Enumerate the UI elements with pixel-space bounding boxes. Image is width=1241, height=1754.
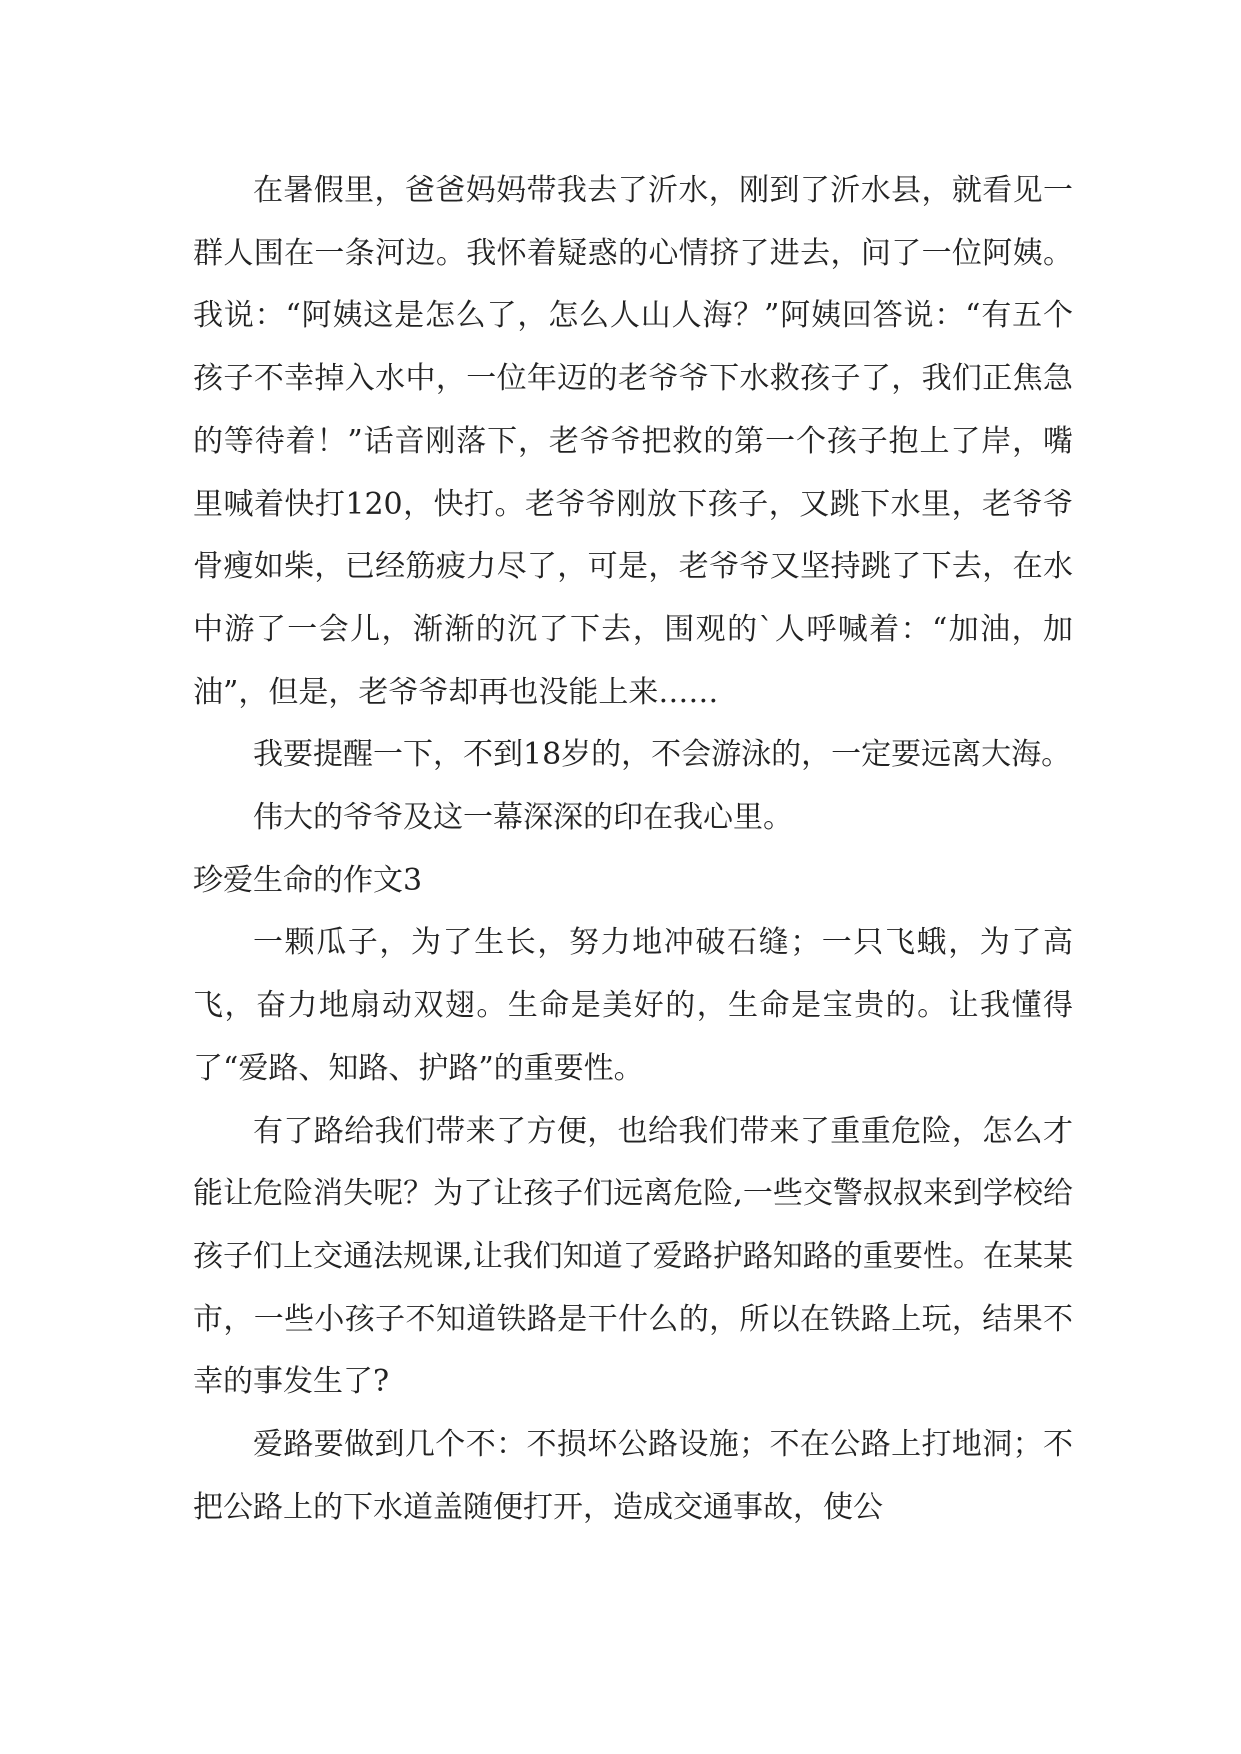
paragraph-road-danger: 有了路给我们带来了方便，也给我们带来了重重危险，怎么才能让危险消失呢？为了让孩子们远离危险,一些交警叔叔来到学校给孩子们上交通法规课,让我们知道了爱路护路知路的重要性。在某某市，一些小孩子不知道铁路是干什么的，所以在铁路上玩，结果不幸的事发生了? — [193, 1113, 1073, 1400]
paragraph-grandfather-memory: 伟大的爷爷及这一幕深深的印在我心里。 — [253, 800, 793, 836]
paragraph-rescue-story: 在暑假里，爸爸妈妈带我去了沂水，刚到了沂水县，就看见一群人围在一条河边。我怀着疑惑的心情挤了进去，问了一位阿姨。我说：“阿姨这是怎么了，怎么人山人海？”阿姨回答说：“有五个孩子不幸掉入水中，一位年迈的老爷爷下水救孩子了，我们正焦急的等待着！”话音刚落下，老爷爷把救的第一个孩子抱上了岸，嘴里喊着快打120，快打。老爷爷刚放下孩子，又跳下水里，老爷爷骨瘦如柴，已经筋疲力尽了，可是，老爷爷又坚持跳了下去，在水中游了一会儿，渐渐的沉了下去，围观的`人呼喊着：“加油，加油”，但是，老爷爷却再也没能上来…… — [193, 173, 1073, 710]
section-heading: 珍爱生命的作文3 — [193, 862, 423, 898]
paragraph-swimming-warning: 我要提醒一下，不到18岁的，不会游泳的，一定要远离大海。 — [253, 737, 1072, 773]
paragraph-life-precious: 一颗瓜子，为了生长，努力地冲破石缝；一只飞蛾，为了高飞，奋力地扇动双翅。生命是美好的，生命是宝贵的。让我懂得了“爱路、知路、护路”的重要性。 — [193, 925, 1073, 1086]
paragraph-road-rules: 爱路要做到几个不：不损坏公路设施；不在公路上打地洞；不把公路上的下水道盖随便打开，造成交通事故，使公 — [193, 1427, 1073, 1525]
document-body — [193, 160, 1073, 1539]
